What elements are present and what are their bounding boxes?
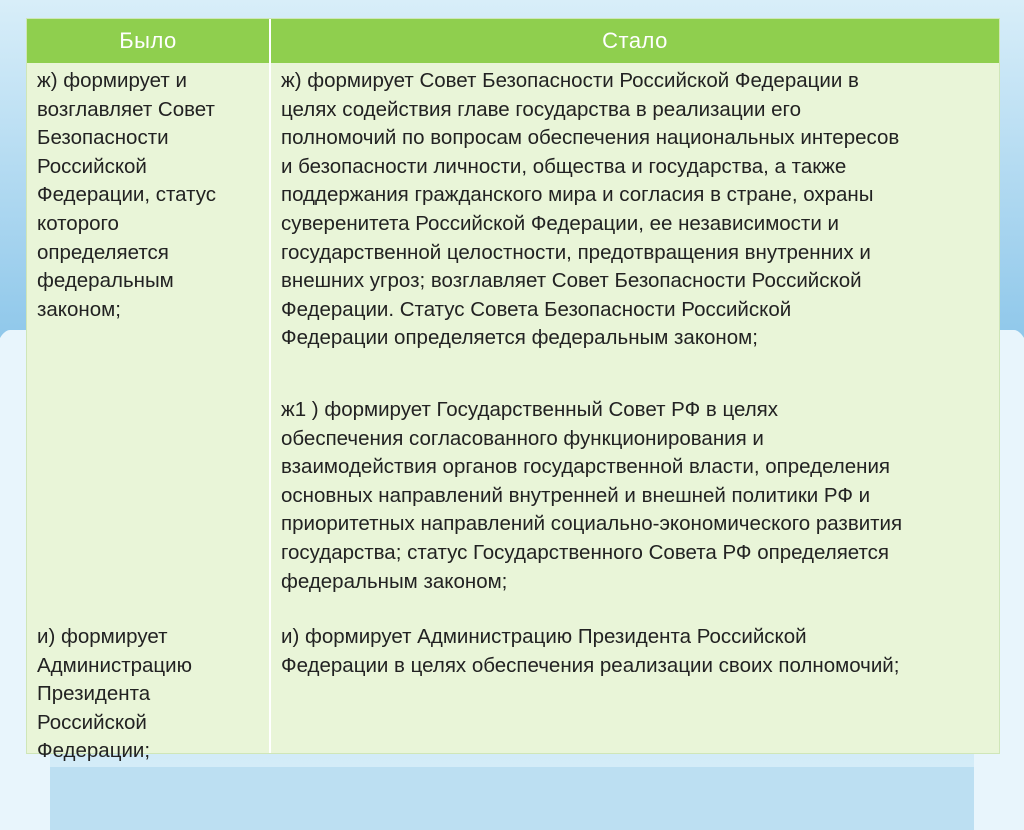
before-cell bbox=[27, 63, 271, 763]
table-body-row bbox=[27, 63, 999, 763]
comparison-table bbox=[26, 18, 1000, 763]
after-item-zh1: ж1 ) формирует Государственный Совет РФ в целях обеспечения согласованного функционирования и взаимодействия органов государственной власти, определения основных направлений внутренней и внешней политики РФ и приоритетных направлений социально-экономического развития государства; статус Государственного Совета РФ определяется федеральным законом; bbox=[281, 398, 903, 593]
after-cell bbox=[271, 63, 999, 753]
table-header-row bbox=[27, 19, 999, 63]
before-item-zh: ж) формирует и возглавляет Совет Безопасности Российской Федерации, статус которого определяется федеральным законом; bbox=[37, 69, 216, 321]
before-item-i: и) формирует Администрацию Президента Российской Федерации; bbox=[37, 625, 192, 763]
header-before: Было bbox=[27, 19, 271, 63]
after-item-i: и) формирует Администрацию Президента Российской Федерации в целях обеспечения реализации своих полномочий; bbox=[281, 625, 900, 677]
header-after: Стало bbox=[602, 28, 668, 53]
after-item-zh: ж) формирует Совет Безопасности Российской Федерации в целях содействия главе государства в реализации его полномочий по вопросам обеспечения национальных интересов и безопасности личности, общества и государства, а также поддержания гражданского мира и согласия в стране, охраны суверенитета Российской Федерации, ее независимости и государственной целостности, предотвращения внутренних и внешних угроз; возглавляет Совет Безопасности Российской Федерации. Статус Совета Безопасности Российской Федерации определяется федеральным законом; bbox=[281, 69, 900, 350]
